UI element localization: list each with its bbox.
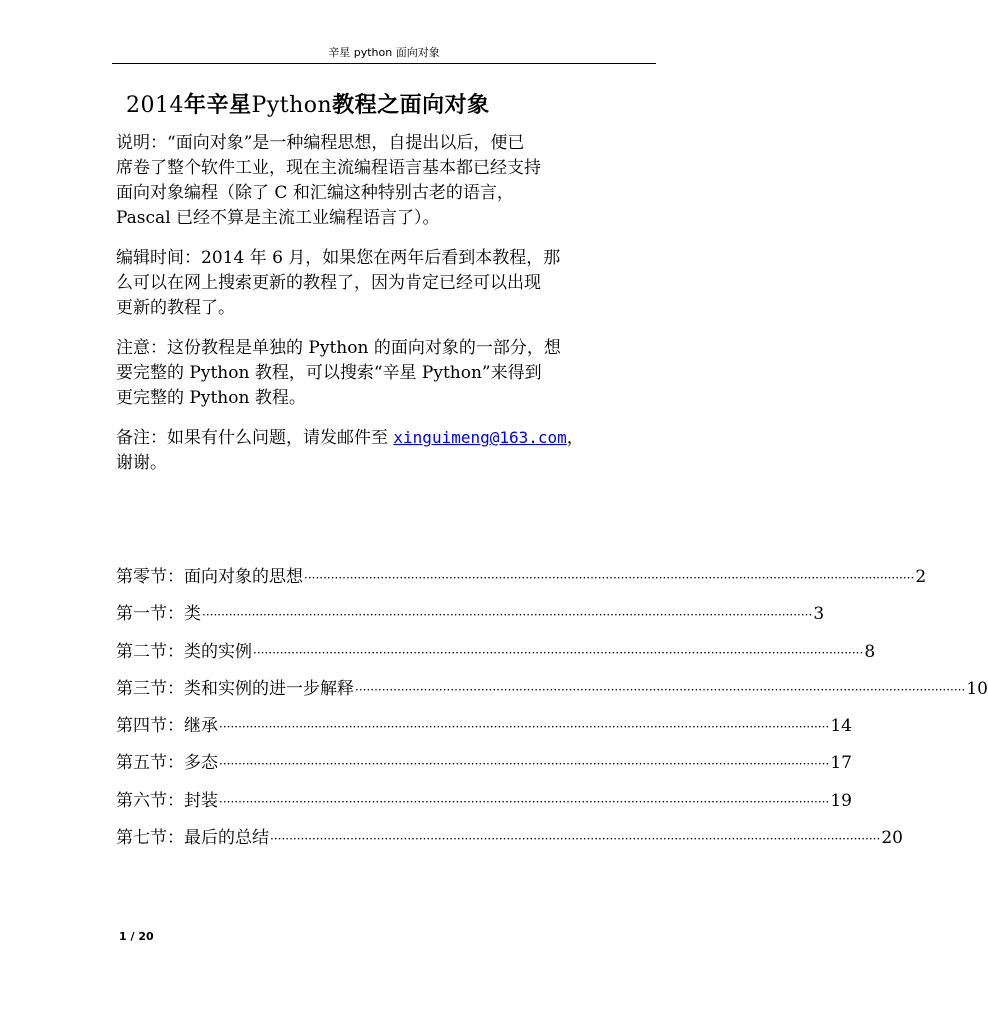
email-link[interactable]: xinguimeng@163.com	[393, 428, 567, 447]
toc-entry[interactable]	[116, 674, 988, 711]
toc-entry-page: 8	[864, 641, 876, 662]
notice-line: 要完整的 Python 教程，可以搜索“辛星 Python”来得到	[116, 363, 542, 383]
toc-entry-page: 3	[813, 604, 825, 625]
notice-line: 更完整的 Python 教程。	[116, 388, 306, 408]
page-number: 1 / 20	[119, 930, 154, 943]
remark-paragraph	[116, 425, 676, 476]
edit-time-line: 编辑时间：2014 年 6 月，如果您在两年后看到本教程，那	[116, 248, 561, 268]
toc-entry-page: 20	[881, 828, 903, 849]
toc-entry-label: 第二节：类的实例	[116, 641, 252, 662]
document-title	[126, 88, 490, 119]
remark-suffix: ，	[566, 428, 584, 448]
notice-line: 注意：这份教程是单独的 Python 的面向对象的一部分，想	[116, 338, 561, 358]
toc-entry[interactable]	[116, 711, 852, 748]
toc-leader-dots: ································································································································································	[219, 757, 830, 772]
toc-entry[interactable]	[116, 562, 927, 599]
toc-entry-label: 第七节：最后的总结	[116, 828, 269, 849]
toc-entry-label: 第五节：多态	[116, 753, 218, 774]
toc-entry-page: 17	[830, 753, 852, 774]
toc-entry-label: 第一节：类	[116, 604, 201, 625]
toc-entry[interactable]	[116, 823, 903, 860]
toc-entry-label: 第三节：类和实例的进一步解释	[116, 678, 354, 699]
toc-entry[interactable]	[116, 786, 852, 823]
edit-time-line: 么可以在网上搜索更新的教程了，因为肯定已经可以出现	[116, 273, 541, 293]
toc-leader-dots: ································································································································································	[202, 608, 813, 623]
remark-thanks: 谢谢。	[116, 453, 167, 473]
toc-entry[interactable]	[116, 637, 876, 674]
toc-entry[interactable]	[116, 599, 825, 636]
intro-line: Pascal 已经不算是主流工业编程语言了）。	[116, 208, 440, 228]
toc-leader-dots: ································································································································································	[219, 720, 830, 735]
toc-entry-page: 10	[966, 678, 988, 699]
toc-entry-page: 14	[830, 716, 852, 737]
title-python: Python	[251, 93, 333, 118]
toc-leader-dots: ································································································································································	[355, 682, 966, 697]
toc-leader-dots: ································································································································································	[304, 571, 915, 585]
toc-leader-dots: ································································································································································	[253, 645, 864, 660]
remark-prefix: 备注：如果有什么问题，请发邮件至	[116, 428, 394, 448]
toc-entry-label: 第六节：封装	[116, 790, 218, 811]
table-of-contents	[116, 562, 988, 860]
notice-paragraph	[116, 336, 676, 411]
title-year: 2014	[126, 93, 184, 118]
toc-entry-label: 第零节：面向对象的思想	[116, 567, 303, 587]
remark-line	[116, 425, 676, 451]
toc-entry-page: 19	[830, 790, 852, 811]
toc-entry[interactable]	[116, 748, 852, 785]
toc-entry-label: 第四节：继承	[116, 716, 218, 737]
intro-line: 席卷了整个软件工业，现在主流编程语言基本都已经支持	[116, 158, 541, 178]
intro-paragraph	[116, 131, 676, 231]
header-divider	[112, 63, 656, 64]
edit-time-paragraph	[116, 246, 676, 321]
toc-entry-page: 2	[915, 567, 927, 587]
toc-leader-dots: ································································································································································	[270, 832, 881, 847]
page-header: 辛星 python 面向对象	[328, 46, 440, 59]
intro-line: 面向对象编程（除了 C 和汇编这种特别古老的语言，	[116, 183, 514, 203]
edit-time-line: 更新的教程了。	[116, 298, 235, 318]
title-part-b: 教程之面向对象	[332, 92, 490, 118]
title-part-a: 年辛星	[184, 92, 252, 118]
toc-leader-dots: ································································································································································	[219, 794, 830, 809]
intro-line: 说明：“面向对象”是一种编程思想，自提出以后，便已	[116, 133, 525, 153]
